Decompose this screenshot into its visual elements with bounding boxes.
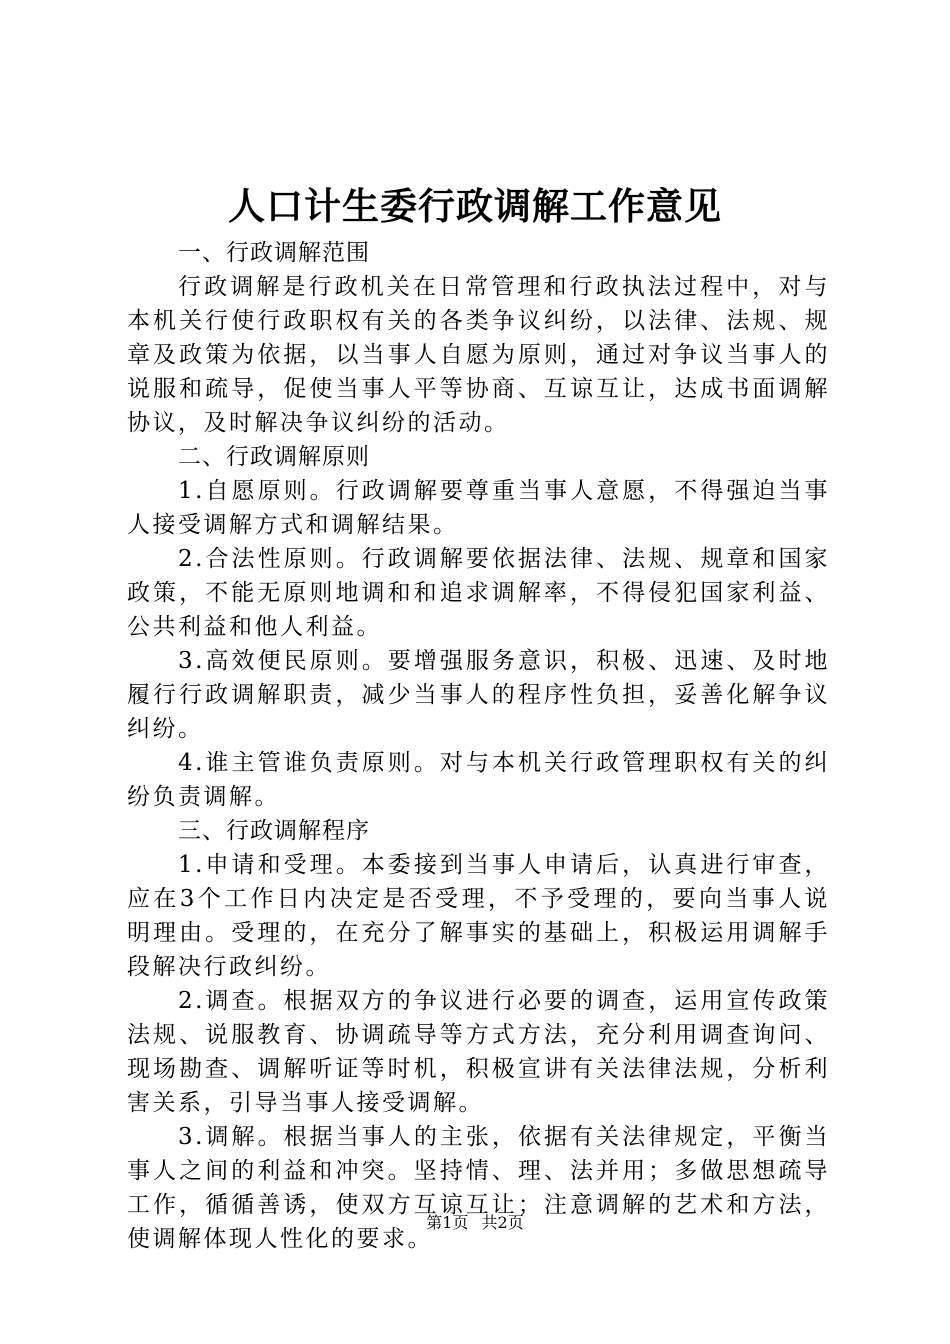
document-title: 人口计生委行政调解工作意见 [228, 185, 722, 228]
section-principles [127, 440, 830, 814]
paragraph: 行政调解是行政机关在日常管理和行政执法过程中，对与本机关行使行政职权有关的各类争议纠纷，以法律、法规、规章及政策为依据，以当事人自愿为原则，通过对争议当事人的说服和疏导，促使当事人平等协商、互谅互让，达成书面调解协议，及时解决争议纠纷的活动。 [127, 274, 830, 436]
page-total: 共2页 [481, 1213, 524, 1232]
section-heading: 一、行政调解范围 [178, 240, 370, 266]
section-heading: 三、行政调解程序 [178, 818, 370, 844]
paragraph: 4.谁主管谁负责原则。对与本机关行政管理职权有关的纠纷负责调解。 [127, 750, 830, 810]
page-footer [0, 1212, 950, 1234]
section-scope [127, 236, 830, 440]
page-number: 第1页 [426, 1213, 469, 1232]
paragraph: 1.自愿原则。行政调解要尊重当事人意愿，不得强迫当事人接受调解方式和调解结果。 [127, 478, 830, 538]
paragraph: 3.调解。根据当事人的主张，依据有关法律规定，平衡当事人之间的利益和冲突。坚持情、理、法并用；多做思想疏导工作，循循善诱，使双方互谅互让；注意调解的艺术和方法，使调解体现人性化的要求。 [127, 1124, 830, 1252]
paragraph: 2.调查。根据双方的争议进行必要的调查，运用宣传政策法规、说服教育、协调疏导等方式方法，充分利用调查询问、现场勘查、调解听证等时机，积极宣讲有关法律法规，分析利害关系，引导当事人接受调解。 [127, 988, 830, 1116]
paragraph: 1.申请和受理。本委接到当事人申请后，认真进行审查，应在3个工作日内决定是否受理，不予受理的，要向当事人说明理由。受理的，在充分了解事实的基础上，积极运用调解手段解决行政纠纷。 [127, 852, 830, 980]
section-heading: 二、行政调解原则 [178, 444, 370, 470]
paragraph: 2.合法性原则。行政调解要依据法律、法规、规章和国家政策，不能无原则地调和和追求调解率，不得侵犯国家利益、公共利益和他人利益。 [127, 546, 830, 640]
paragraph: 3.高效便民原则。要增强服务意识，积极、迅速、及时地履行行政调解职责，减少当事人的程序性负担，妥善化解争议纠纷。 [127, 648, 830, 742]
document-body [127, 236, 830, 1256]
section-procedure [127, 814, 830, 1256]
